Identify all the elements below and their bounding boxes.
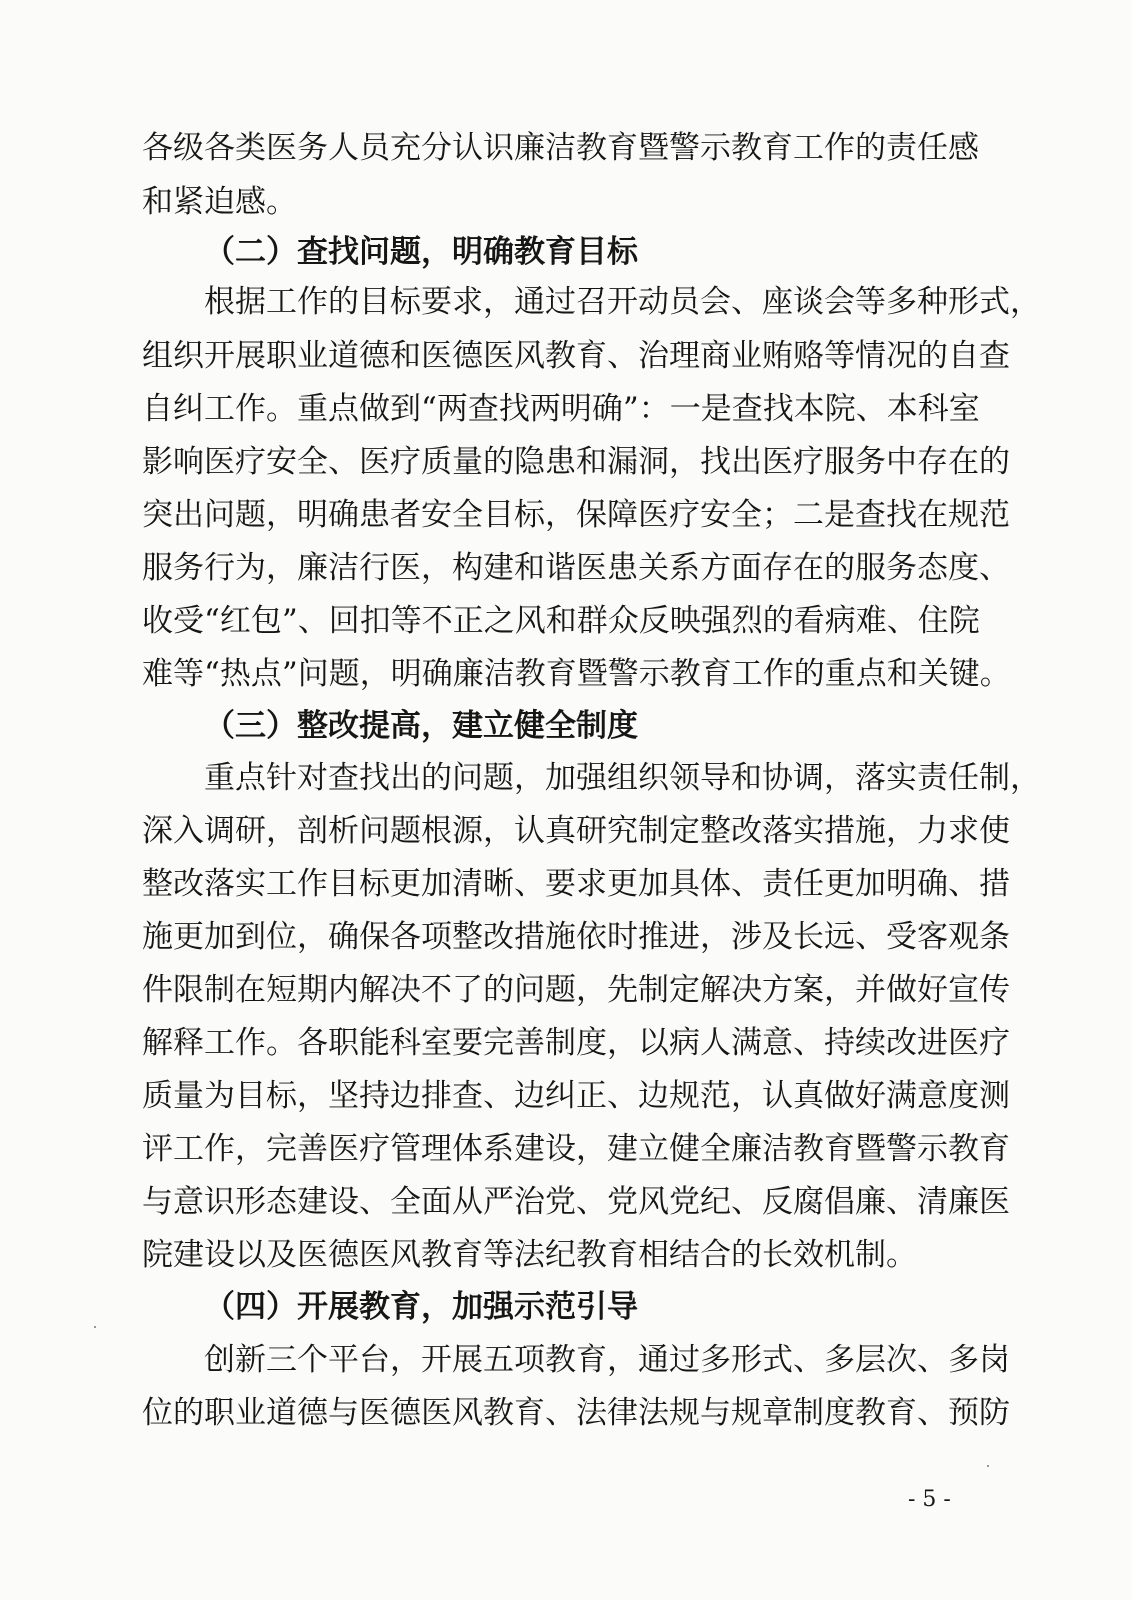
paragraph-line: 解释工作。各职能科室要完善制度，以病人满意、持续改进医疗 bbox=[142, 1025, 1010, 1061]
paragraph-line: 深入调研，剖析问题根源，认真研究制定整改落实措施，力求使 bbox=[142, 813, 1010, 849]
paragraph-line: 自纠工作。重点做到“两查找两明确”：一是查找本院、本科室 bbox=[142, 391, 980, 427]
scan-speck bbox=[94, 1326, 96, 1328]
paragraph-line: 院建设以及医德医风教育等法纪教育相结合的长效机制。 bbox=[142, 1237, 917, 1273]
page-number: - 5 - bbox=[908, 1487, 951, 1512]
paragraph-line: 整改落实工作目标更加清晰、要求更加具体、责任更加明确、措 bbox=[142, 866, 1010, 902]
paragraph-line: 难等“热点”问题，明确廉洁教育暨警示教育工作的重点和关键。 bbox=[142, 656, 1011, 692]
paragraph-line: 件限制在短期内解决不了的问题，先制定解决方案，并做好宣传 bbox=[142, 972, 1010, 1008]
paragraph-line: 服务行为，廉洁行医，构建和谐医患关系方面存在的服务态度、 bbox=[142, 550, 1010, 586]
section-heading: （二）查找问题，明确教育目标 bbox=[204, 234, 638, 270]
paragraph-line: 创新三个平台，开展五项教育，通过多形式、多层次、多岗 bbox=[204, 1342, 1010, 1378]
paragraph-line: 施更加到位，确保各项整改措施依时推进，涉及长远、受客观条 bbox=[142, 919, 1010, 955]
paragraph-line: 评工作，完善医疗管理体系建设，建立健全廉洁教育暨警示教育 bbox=[142, 1131, 1010, 1167]
paragraph-line: 与意识形态建设、全面从严治党、党风党纪、反腐倡廉、清廉医 bbox=[142, 1184, 1010, 1220]
scan-speck bbox=[987, 1465, 989, 1467]
paragraph-line: 突出问题，明确患者安全目标，保障医疗安全；二是查找在规范 bbox=[142, 497, 1010, 533]
paragraph-line: 位的职业道德与医德医风教育、法律法规与规章制度教育、预防 bbox=[142, 1395, 1010, 1431]
paragraph-line: 影响医疗安全、医疗质量的隐患和漏洞，找出医疗服务中存在的 bbox=[142, 444, 1010, 480]
paragraph-line: 组织开展职业道德和医德医风教育、治理商业贿赂等情况的自查 bbox=[142, 338, 1010, 374]
paragraph-line: 质量为目标，坚持边排查、边纠正、边规范，认真做好满意度测 bbox=[142, 1078, 1010, 1114]
paragraph-line: 收受“红包”、回扣等不正之风和群众反映强烈的看病难、住院 bbox=[142, 603, 980, 639]
paragraph-line: 和紧迫感。 bbox=[142, 184, 297, 220]
paragraph-line: 根据工作的目标要求，通过召开动员会、座谈会等多种形式， bbox=[204, 284, 1041, 320]
section-heading: （四）开展教育，加强示范引导 bbox=[204, 1289, 638, 1325]
paragraph-line: 重点针对查找出的问题，加强组织领导和协调，落实责任制， bbox=[204, 760, 1041, 796]
paragraph-line: 各级各类医务人员充分认识廉洁教育暨警示教育工作的责任感 bbox=[142, 130, 979, 166]
section-heading: （三）整改提高，建立健全制度 bbox=[204, 708, 638, 744]
